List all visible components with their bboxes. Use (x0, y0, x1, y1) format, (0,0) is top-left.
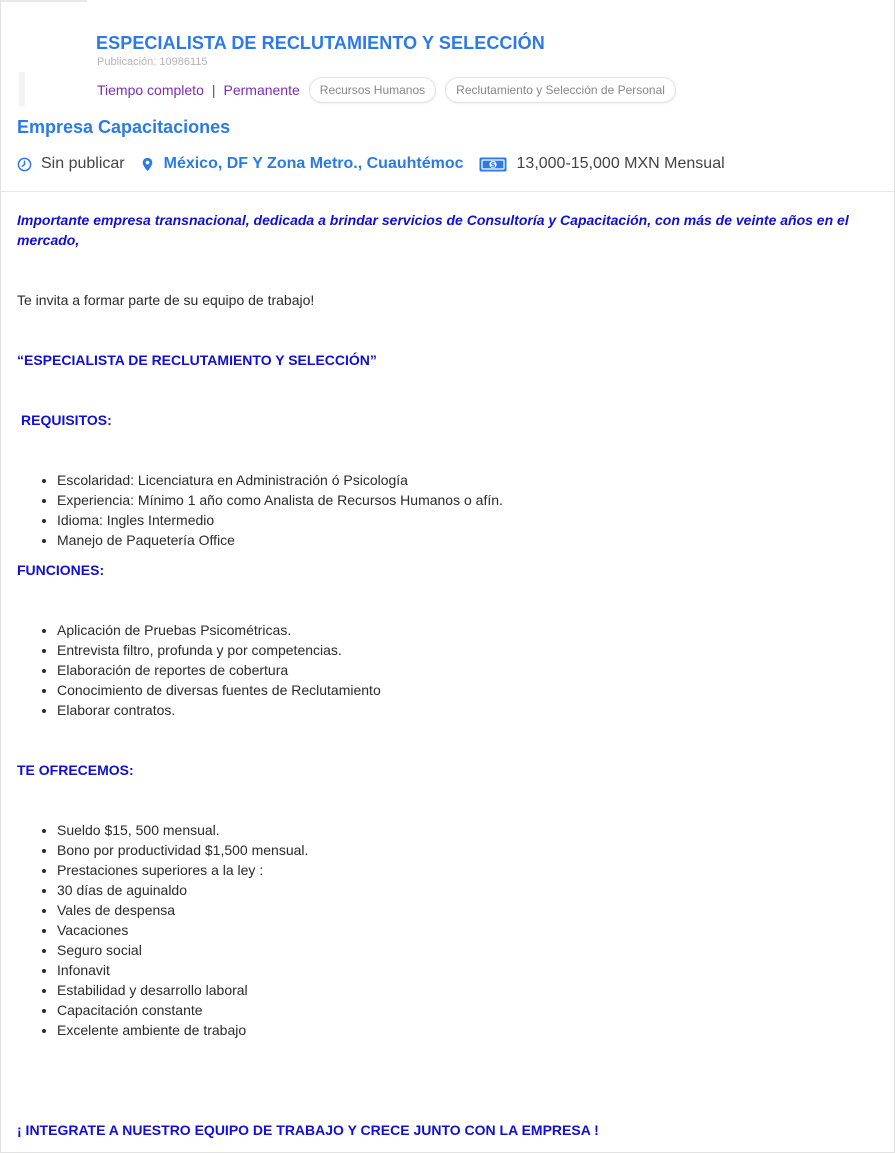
list-item: • 30 días de aguinaldo (57, 880, 882, 900)
list-item: • Escolaridad: Licenciatura en Administración ó Psicología (57, 470, 882, 490)
functions-list (17, 620, 882, 720)
publication-id: Publicación: 10986115 (97, 56, 208, 68)
list-item: • Vales de despensa (57, 900, 882, 920)
list-item: • Aplicación de Pruebas Psicométricas. (57, 620, 882, 640)
list-item: • Excelente ambiente de trabajo (57, 1020, 882, 1040)
contract-type: Permanente (223, 82, 300, 98)
list-item: • Conocimiento de diversas fuentes de Reclutamiento (57, 680, 882, 700)
list-item: • Infonavit (57, 960, 882, 980)
list-item: • Capacitación constante (57, 1000, 882, 1020)
clock-icon (17, 157, 32, 172)
requirements-heading: REQUISITOS: (21, 412, 112, 428)
list-item: • Entrevista filtro, profunda y por competencias. (57, 640, 882, 660)
closing-call-to-action: ¡ INTEGRATE A NUESTRO EQUIPO DE TRABAJO Y CRECE JUNTO CON LA EMPRESA ! (17, 1122, 599, 1138)
meta-separator: | (211, 82, 216, 98)
job-location[interactable]: México, DF Y Zona Metro., Cuauhtémoc (163, 155, 464, 172)
job-info-row (17, 153, 725, 175)
schedule-type: Tiempo completo (97, 82, 204, 98)
list-item: • Seguro social (57, 940, 882, 960)
invite-text: Te invita a formar parte de su equipo de trabajo! (17, 292, 315, 308)
svg-text:$: $ (490, 160, 495, 169)
list-item: • Estabilidad y desarrollo laboral (57, 980, 882, 1000)
list-item: • Experiencia: Mínimo 1 año como Analista de Recursos Humanos o afín. (57, 490, 882, 510)
offer-list (17, 820, 882, 1040)
list-item: • Sueldo $15, 500 mensual. (57, 820, 882, 840)
job-description (17, 210, 882, 1140)
location-pin-icon (142, 157, 153, 172)
job-title[interactable]: ESPECIALISTA DE RECLUTAMIENTO Y SELECCIÓN (96, 33, 545, 53)
list-item: • Idioma: Ingles Intermedio (57, 510, 882, 530)
header-divider (1, 191, 894, 192)
job-meta-row (97, 77, 676, 103)
tag-chip-specialty[interactable]: Reclutamiento y Selección de Personal (445, 77, 676, 103)
list-item: • Elaborar contratos. (57, 700, 882, 720)
offer-heading: TE OFRECEMOS: (17, 762, 134, 778)
list-item: • Bono por productividad $1,500 mensual. (57, 840, 882, 860)
list-item: • Vacaciones (57, 920, 882, 940)
publish-status: Sin publicar (41, 155, 125, 172)
company-name[interactable]: Empresa Capacitaciones (17, 117, 231, 137)
position-quote: “ESPECIALISTA DE RECLUTAMIENTO Y SELECCIÓN” (17, 352, 377, 368)
salary-range: 13,000-15,000 MXN Mensual (516, 155, 725, 172)
company-logo (1, 0, 87, 106)
list-item: • Prestaciones superiores a la ley : (57, 860, 882, 880)
money-icon (479, 157, 507, 172)
company-intro: Importante empresa transnacional, dedicada a brindar servicios de Consultoría y Capacitación, con más de veinte años en el mercado, (17, 212, 849, 248)
functions-heading: FUNCIONES: (17, 562, 105, 578)
list-item: • Elaboración de reportes de cobertura (57, 660, 882, 680)
list-item: • Manejo de Paquetería Office (57, 530, 882, 550)
requirements-list (17, 470, 882, 550)
tag-chip-area[interactable]: Recursos Humanos (309, 77, 436, 103)
